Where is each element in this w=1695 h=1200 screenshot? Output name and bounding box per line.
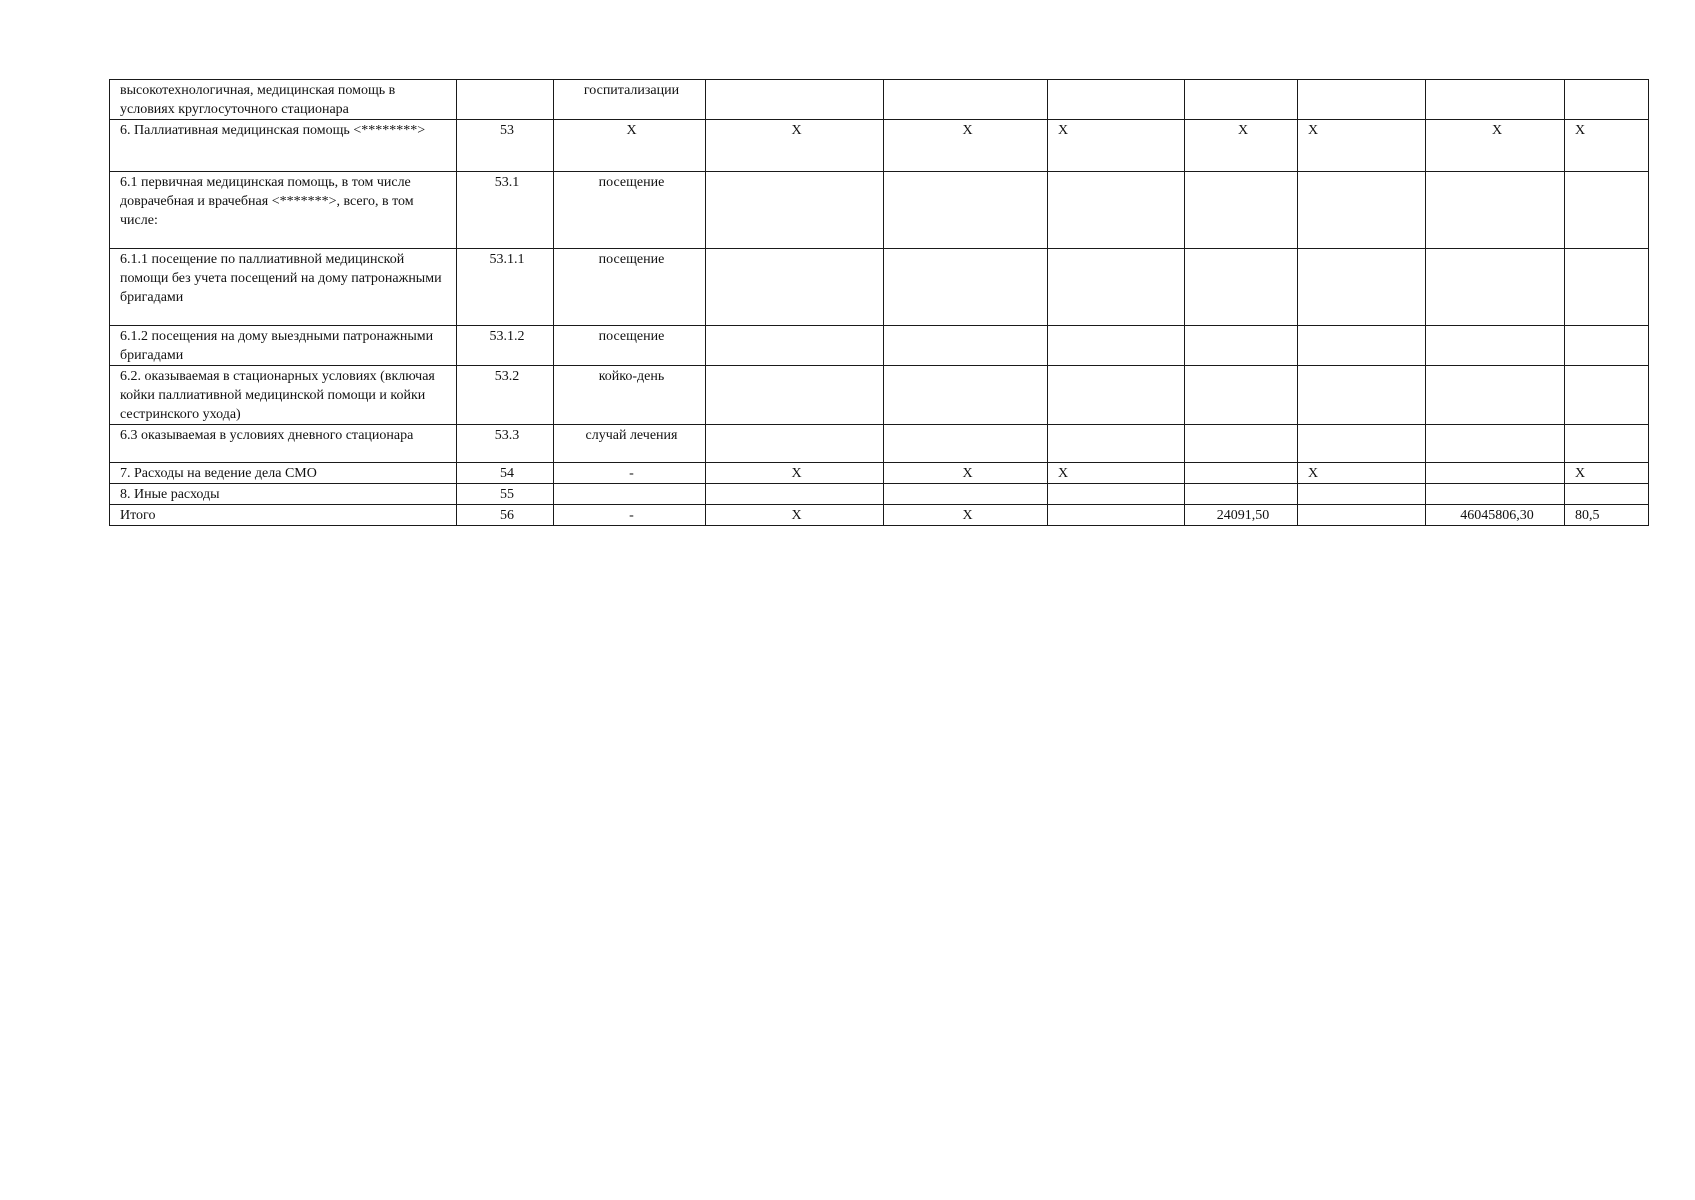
row-code: 53.1.1 [457,249,554,326]
cost-table [109,79,1649,526]
row-code: 53.1.2 [457,326,554,366]
row-unit: - [554,463,706,484]
cell-col9 [1426,326,1565,366]
row-unit: случай лечения [554,425,706,463]
row-name: 8. Иные расходы [110,484,457,505]
cell-col10: X [1565,463,1649,484]
row-unit: - [554,505,706,526]
cell-col9 [1426,172,1565,249]
row-name: 6.2. оказываемая в стационарных условиях (включая койки паллиативной медицинской помощи и койки сестринского ухода) [110,366,457,425]
cell-col8 [1298,326,1426,366]
table-row [110,249,1649,326]
row-name: 7. Расходы на ведение дела СМО [110,463,457,484]
row-unit [554,484,706,505]
table-row [110,425,1649,463]
cell-col6: X [1048,120,1185,172]
cell-col5 [884,326,1048,366]
row-code: 54 [457,463,554,484]
cell-col7 [1185,80,1298,120]
cell-col5: X [884,505,1048,526]
row-unit: госпитализации [554,80,706,120]
row-name: 6.3 оказываемая в условиях дневного стационара [110,425,457,463]
cell-col6 [1048,425,1185,463]
table-row [110,172,1649,249]
cell-col10: 80,5 [1565,505,1649,526]
cell-col9 [1426,249,1565,326]
row-code: 53.2 [457,366,554,425]
cell-col4 [706,326,884,366]
cell-col10 [1565,80,1649,120]
cell-col9 [1426,366,1565,425]
cell-col5 [884,484,1048,505]
cell-col10 [1565,326,1649,366]
table-row [110,366,1649,425]
row-code [457,80,554,120]
cell-col8 [1298,425,1426,463]
row-code: 53 [457,120,554,172]
cell-col6 [1048,326,1185,366]
cell-col4 [706,249,884,326]
cell-col6 [1048,249,1185,326]
cell-col9 [1426,463,1565,484]
table-row [110,463,1649,484]
cell-col9 [1426,425,1565,463]
cell-col9: X [1426,120,1565,172]
row-name: 6.1.1 посещение по паллиативной медицинской помощи без учета посещений на дому патронажными бригадами [110,249,457,326]
table-row [110,120,1649,172]
row-unit: посещение [554,172,706,249]
cell-col4: X [706,120,884,172]
cell-col7 [1185,249,1298,326]
row-code: 53.3 [457,425,554,463]
cell-col8 [1298,484,1426,505]
cell-col7: X [1185,120,1298,172]
cell-col4 [706,80,884,120]
cell-col8 [1298,249,1426,326]
cell-col9: 46045806,30 [1426,505,1565,526]
cell-col6: X [1048,463,1185,484]
cell-col4 [706,172,884,249]
cell-col6 [1048,80,1185,120]
row-name: высокотехнологичная, медицинская помощь в условиях круглосуточного стационара [110,80,457,120]
cell-col9 [1426,484,1565,505]
cell-col4: X [706,463,884,484]
cell-col8 [1298,80,1426,120]
cell-col7 [1185,463,1298,484]
row-code: 56 [457,505,554,526]
cell-col4: X [706,505,884,526]
row-name: 6.1.2 посещения на дому выездными патронажными бригадами [110,326,457,366]
cell-col10 [1565,484,1649,505]
row-unit: койко-день [554,366,706,425]
cell-col10 [1565,366,1649,425]
row-code: 53.1 [457,172,554,249]
row-name: 6.1 первичная медицинская помощь, в том числе доврачебная и врачебная <*******>, всего, в том числе: [110,172,457,249]
cell-col8 [1298,172,1426,249]
row-code: 55 [457,484,554,505]
cell-col5: X [884,120,1048,172]
cell-col6 [1048,505,1185,526]
cell-col9 [1426,80,1565,120]
row-unit: посещение [554,249,706,326]
row-unit: X [554,120,706,172]
cell-col5 [884,425,1048,463]
cell-col7 [1185,172,1298,249]
row-name: Итого [110,505,457,526]
cell-col8 [1298,366,1426,425]
cell-col7 [1185,366,1298,425]
cell-col6 [1048,172,1185,249]
cell-col10 [1565,249,1649,326]
table-row [110,484,1649,505]
table-row [110,505,1649,526]
row-name: 6. Паллиативная медицинская помощь <********> [110,120,457,172]
cell-col4 [706,366,884,425]
cell-col6 [1048,366,1185,425]
cell-col5 [884,80,1048,120]
document-page [109,79,1649,526]
cell-col8 [1298,505,1426,526]
cell-col5: X [884,463,1048,484]
cell-col10 [1565,425,1649,463]
cell-col6 [1048,484,1185,505]
cell-col4 [706,484,884,505]
cell-col10: X [1565,120,1649,172]
cell-col5 [884,172,1048,249]
cell-col7 [1185,425,1298,463]
cell-col8: X [1298,463,1426,484]
cell-col7: 24091,50 [1185,505,1298,526]
cell-col7 [1185,484,1298,505]
cell-col5 [884,249,1048,326]
cell-col4 [706,425,884,463]
row-unit: посещение [554,326,706,366]
table-row [110,326,1649,366]
cell-col5 [884,366,1048,425]
table-row [110,80,1649,120]
cell-col8: X [1298,120,1426,172]
cell-col10 [1565,172,1649,249]
cell-col7 [1185,326,1298,366]
